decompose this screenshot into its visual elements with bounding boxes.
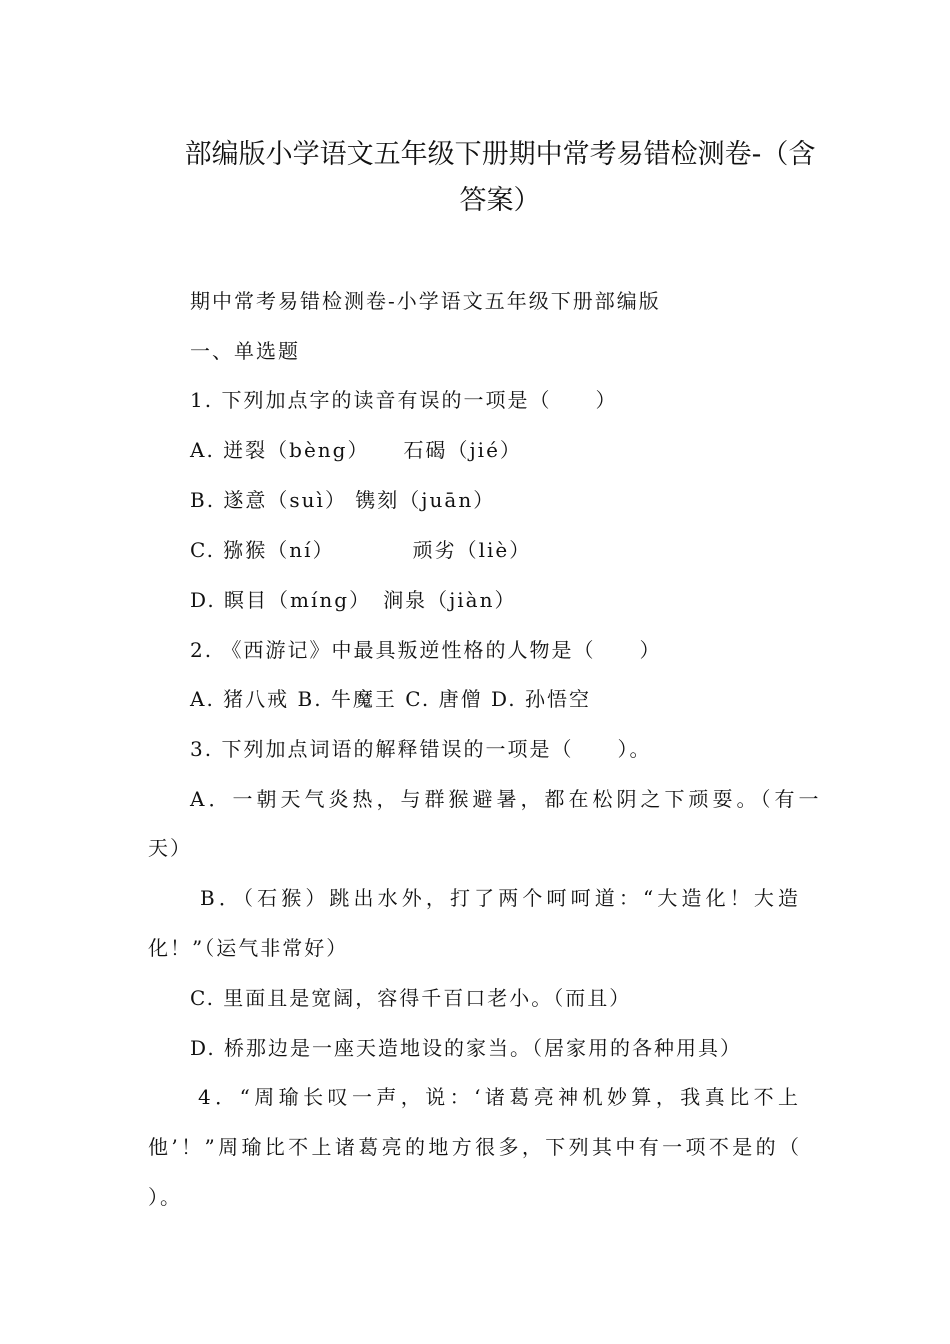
- question-3-option-a-cont: 天）: [148, 836, 192, 860]
- question-4-end: ）。: [148, 1185, 182, 1209]
- question-1: 1. 下列加点字的读音有误的一项是（ ）: [190, 388, 618, 412]
- question-3-option-d: D. 桥那边是一座天造地设的家当。（居家用的各种用具）: [190, 1036, 743, 1060]
- title-line-1: 部编版小学语文五年级下册期中常考易错检测卷-（含: [184, 139, 816, 170]
- question-3: 3. 下列加点词语的解释错误的一项是（ ）。: [190, 737, 652, 761]
- question-4: 4．“周瑜长叹一声，说：‘诸葛亮神机妙算，我真比不上: [198, 1085, 802, 1109]
- question-1-option-c: C. 猕猴（ní） 顽劣（liè）: [190, 538, 532, 562]
- question-3-option-b-cont: 化！”（运气非常好）: [148, 936, 349, 960]
- question-1-option-b: B. 遂意（suì） 镌刻（juān）: [190, 488, 496, 512]
- question-3-option-a: A．一朝天气炎热，与群猴避暑，都在松阴之下顽耍。（有一: [190, 787, 823, 811]
- question-1-option-a: A. 迸裂（bèng） 石碣（jié）: [190, 438, 522, 462]
- question-2-options: A. 猪八戒 B. 牛魔王 C. 唐僧 D. 孙悟空: [190, 687, 591, 711]
- question-1-option-d: D. 瞑目（míng） 涧泉（jiàn）: [190, 588, 517, 612]
- section-heading: 一、单选题: [190, 339, 300, 363]
- document-subtitle: 期中常考易错检测卷-小学语文五年级下册部编版: [190, 289, 661, 313]
- title-line-2: 答案）: [459, 185, 541, 216]
- document-title: [150, 132, 850, 224]
- question-2: 2. 《西游记》中最具叛逆性格的人物是（ ）: [190, 638, 662, 662]
- question-3-option-c: C. 里面且是宽阔，容得千百口老小。（而且）: [190, 986, 632, 1010]
- question-4-cont: 他’！”周瑜比不上诸葛亮的地方很多，下列其中有一项不是的（: [148, 1135, 802, 1159]
- question-3-option-b: B．（石猴）跳出水外，打了两个呵呵道：“大造化！大造: [200, 886, 802, 910]
